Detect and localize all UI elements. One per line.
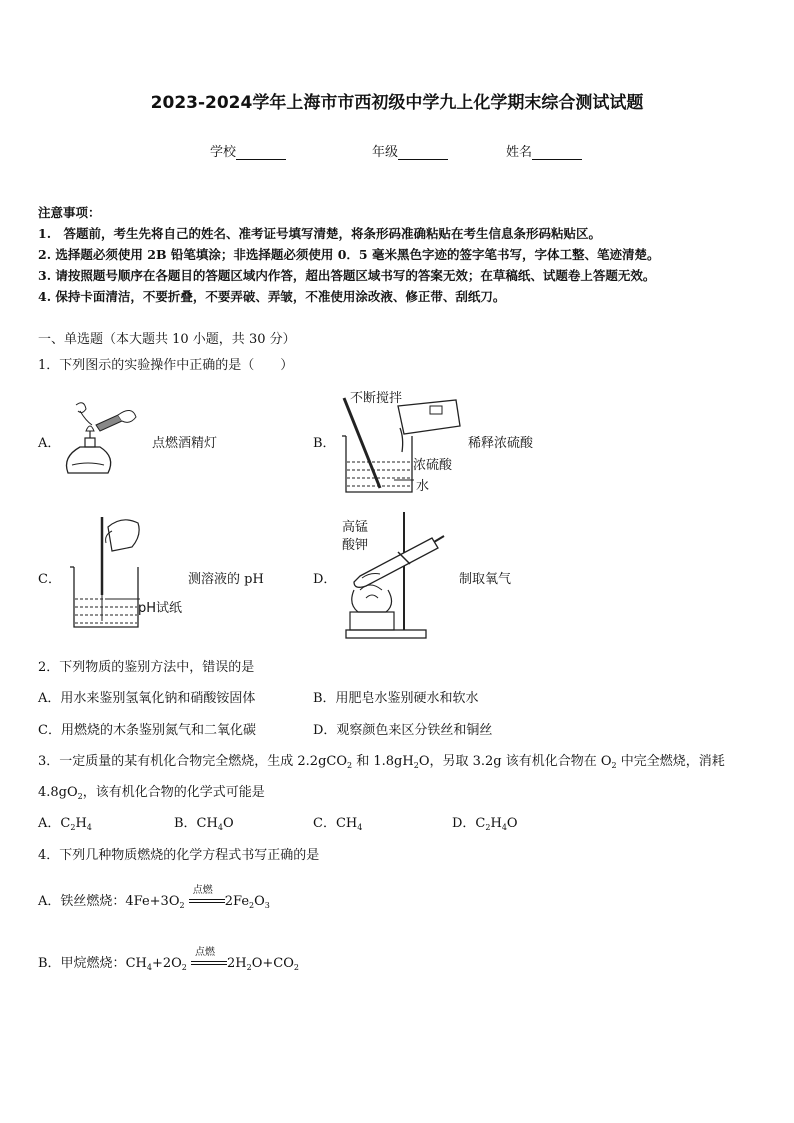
q1-a-label: 点燃酒精灯 (152, 436, 218, 451)
q2-option-d[interactable]: D．观察颜色来区分铁丝和铜丝 (313, 723, 493, 738)
ph-test-figure (68, 513, 148, 631)
q1-option-c-letter[interactable]: C． (38, 572, 61, 587)
q4-option-a[interactable]: A．铁丝燃烧：$4Fe+3O_2$ 点燃 $2Fe_2O_3$ (38, 890, 270, 910)
section-heading: 一、单选题（本大题共 10 小题，共 30 分） (38, 332, 296, 347)
q2-option-c[interactable]: C．用燃烧的木条鉴别氮气和二氧化碳 (38, 723, 256, 738)
q3-option-d[interactable]: D．$C_2H_4O$ (452, 816, 518, 832)
q4-stem: 4．下列几种物质燃烧的化学方程式书写正确的是 (38, 848, 320, 863)
grade-label: 年级 (372, 145, 399, 160)
school-blank[interactable] (236, 146, 286, 160)
q1-d-reagent-line1: 高锰 (342, 520, 369, 535)
q1-option-d-letter[interactable]: D． (313, 572, 337, 587)
q3-option-c[interactable]: C．$CH_4$ (313, 816, 363, 832)
notice-item: 1. 答题前，考生先将自己的姓名、准考证号填写清楚，将条形码准确粘贴在考生信息条形码粘贴区。 (38, 226, 602, 241)
q2-stem: 2．下列物质的鉴别方法中，错误的是 (38, 660, 255, 675)
name-label: 姓名 (506, 145, 533, 160)
notice-item: 2. 选择题必须使用 2B 铅笔填涂；非选择题必须使用 0．5 毫米黑色字迹的签字笔书写，字体工整、笔迹清楚。 (38, 247, 660, 262)
reaction-condition: 点燃 (195, 946, 216, 958)
q3-option-a[interactable]: A．$C_2H_4$ (38, 816, 92, 832)
school-label: 学校 (210, 145, 237, 160)
q1-option-a-letter[interactable]: A． (38, 436, 61, 451)
q2-option-a[interactable]: A．用水来鉴别氢氧化钠和硝酸铵固体 (38, 691, 256, 706)
notice-item: 4. 保持卡面清洁，不要折叠，不要弄破、弄皱，不准使用涂改液、修正带、刮纸刀。 (38, 289, 506, 304)
q3-stem-line1: 3．一定质量的某有机化合物完全燃烧，生成 2.2gCO$_2$ 和 $1.8gH_2O$，另取 3.2g 该有机化合物在 $O_2$ 中完全燃烧，消耗 (38, 754, 725, 770)
oxygen-apparatus-figure (340, 508, 450, 642)
q1-b-label: 稀释浓硫酸 (468, 436, 534, 451)
q1-stem: 1．下列图示的实验操作中正确的是（ ） (38, 358, 294, 373)
q3-stem-line2: $4.8gO_2$，该有机化合物的化学式可能是 (38, 785, 265, 801)
notice-item: 3. 请按照题号顺序在各题目的答题区域内作答，超出答题区域书写的答案无效；在草稿纸、试题卷上答题无效。 (38, 268, 656, 283)
q1-option-b-letter[interactable]: B． (313, 436, 336, 451)
q1-b-acid-label: 浓硫酸 (413, 458, 453, 473)
q1-d-reagent-line2: 酸钾 (342, 538, 369, 553)
q1-c-paper-label: pH试纸 (138, 601, 183, 616)
q3-option-b[interactable]: B．$CH_4O$ (174, 816, 234, 832)
grade-blank[interactable] (398, 146, 448, 160)
reaction-condition: 点燃 (192, 884, 213, 896)
q1-c-label: 测溶液的 pH (188, 572, 264, 587)
q2-option-b[interactable]: B．用肥皂水鉴别硬水和软水 (313, 691, 479, 706)
alcohol-lamp-figure (58, 395, 148, 485)
dilution-figure (338, 392, 468, 500)
notice-heading: 注意事项： (38, 205, 101, 220)
name-blank[interactable] (532, 146, 582, 160)
grade-field (372, 141, 448, 160)
page-title: 2023-2024学年上海市市西初级中学九上化学期末综合测试试题 (150, 93, 644, 113)
school-field (210, 141, 286, 160)
name-field (506, 141, 582, 160)
q1-b-water-label: 水 (416, 479, 430, 494)
q1-b-stir-label: 不断搅拌 (350, 391, 403, 406)
q1-d-label: 制取氧气 (459, 572, 512, 587)
q4-option-b[interactable]: B．甲烷燃烧：$CH_4+2O_2$ 点燃 $2H_2O+CO_2$ (38, 952, 299, 972)
